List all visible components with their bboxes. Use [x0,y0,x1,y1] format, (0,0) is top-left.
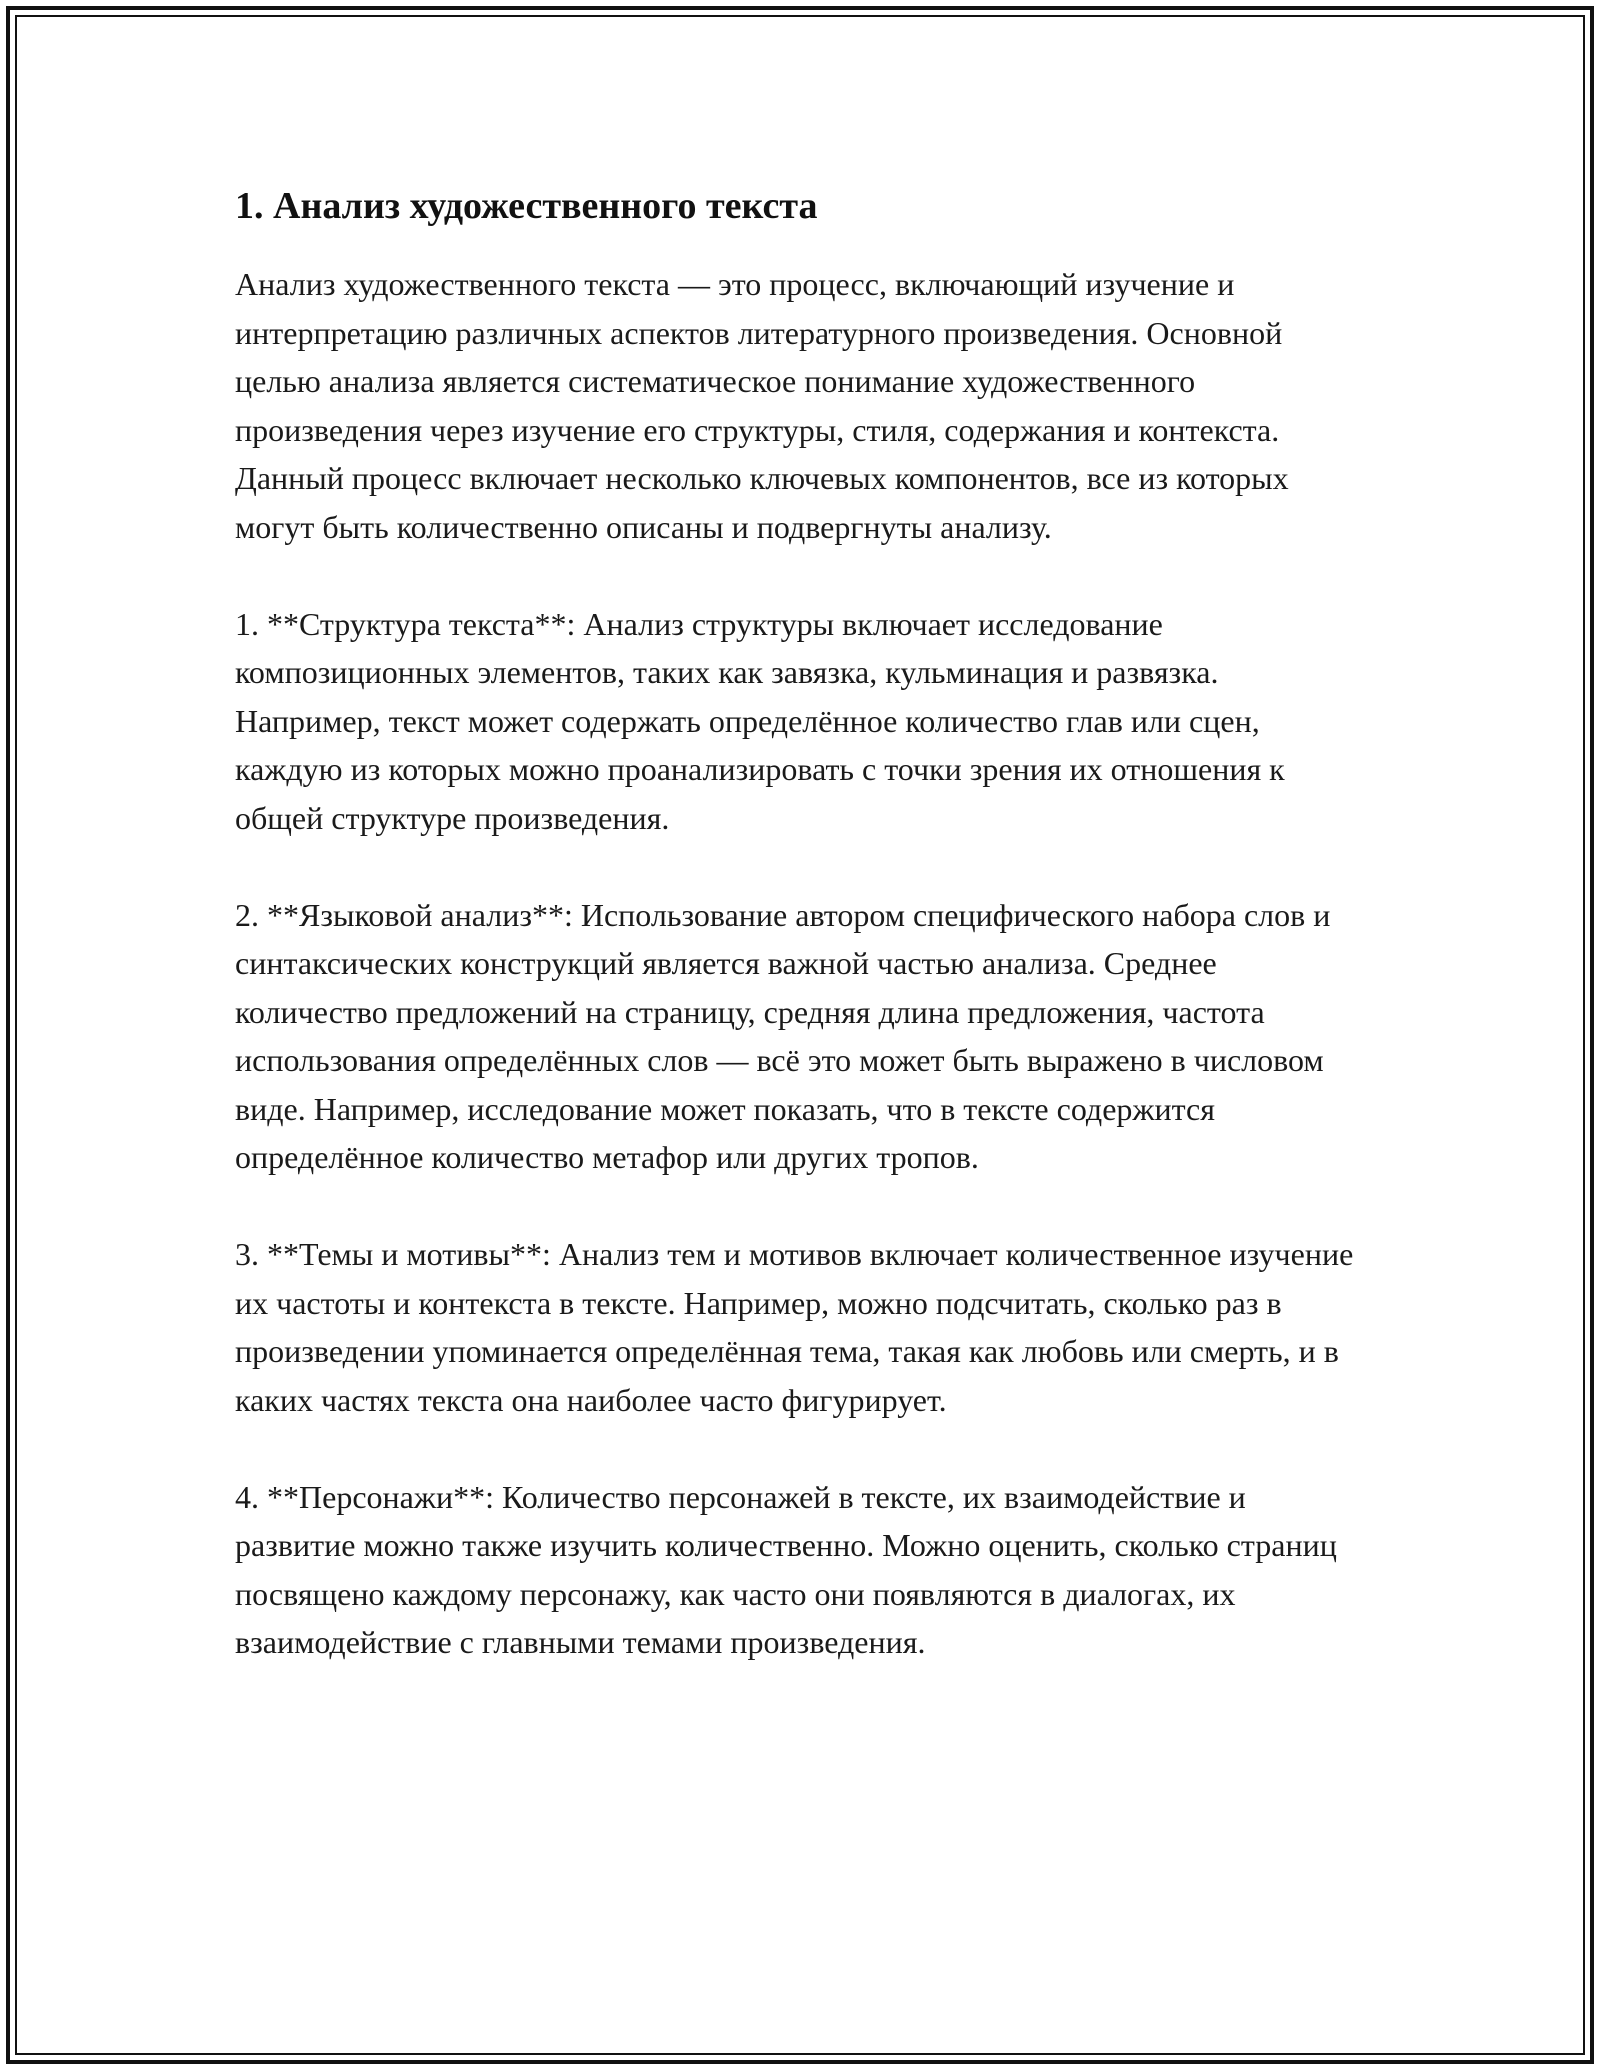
paragraph-language: 2. **Языковой анализ**: Использование автором специфического набора слов и синтаксических конструкций является важной частью анализа. Среднее количество предложений на страницу, средняя длина предложения, частота использования определённых слов — всё это может быть выражено в числовом виде. Например, исследование может показать, что в тексте содержится определённое количество метафор или других тропов. [235,896,1331,1175]
intro-paragraph: Анализ художественного текста — это процесс, включающий изучение и интерпретацию различных аспектов литературного произведения. Основной целью анализа является систематическое понимание художественного произведения через изучение его структуры, стиля, содержания и контекста. Данный процесс включает несколько ключевых компонентов, все из которых могут быть количественно описаны и подвергнуты анализу. [235,266,1289,545]
paragraph-structure: 1. **Структура текста**: Анализ структуры включает исследование композиционных элементов, таких как завязка, кульминация и развязка. Например, текст может содержать определённое количество глав или сцен, каждую из которых можно проанализировать с точки зрения их отношения к общей структуре произведения. [235,605,1285,836]
section-title: 1. Анализ художественного текста [235,185,818,227]
paragraph-characters: 4. **Персонажи**: Количество персонажей в тексте, их взаимодействие и развитие можно также изучить количественно. Можно оценить, сколько страниц посвящено каждому персонажу, как часто они появляются в диалогах, их взаимодействие с главными темами произведения. [235,1478,1337,1660]
document-body [235,182,1365,1715]
paragraph-themes: 3. **Темы и мотивы**: Анализ тем и мотивов включает количественное изучение их частоты и контекста в тексте. Например, можно подсчитать, сколько раз в произведении упоминается определённая тема, такая как любовь или смерть, и в каких частях текста она наиболее часто фигурирует. [235,1236,1354,1418]
